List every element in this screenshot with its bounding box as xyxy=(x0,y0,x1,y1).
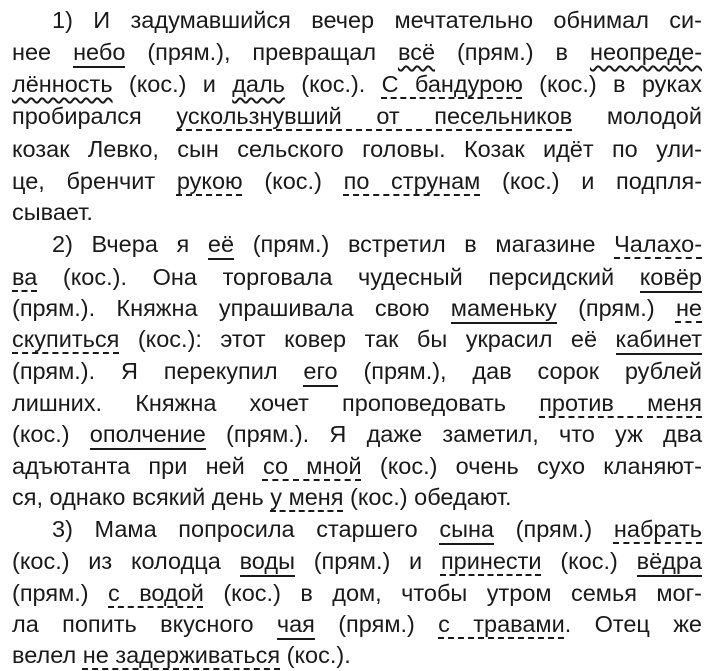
text-segment: (прям.) xyxy=(515,516,593,542)
underlined-word: ва xyxy=(12,264,38,290)
text-segment: (прям.) и xyxy=(313,548,423,574)
text-segment: 1) xyxy=(52,7,73,33)
text-segment: (кос.): этот ковер так бы украсил её xyxy=(137,326,598,352)
text-segment: И задумавшийся вечер мечтательно обнимал си- xyxy=(93,7,703,33)
text-line xyxy=(12,418,702,450)
text-segment: адъютанта при ней xyxy=(12,453,245,479)
text-segment: (прям.) xyxy=(578,295,655,321)
underlined-word: С бандурою xyxy=(381,71,523,97)
underlined-word: небо xyxy=(73,39,125,68)
text-segment: (прям.), превращал xyxy=(147,39,377,65)
text-segment: (прям.). Я перекупил xyxy=(12,358,278,384)
text-segment: сывает. xyxy=(12,199,93,225)
text-line xyxy=(12,165,702,197)
underlined-word: чая xyxy=(277,611,315,640)
underlined-word: маменьку xyxy=(451,295,557,324)
text-line xyxy=(12,36,702,68)
text-segment: (кос.) xyxy=(264,168,322,194)
text-segment: (прям.) в xyxy=(456,39,569,65)
text-line xyxy=(12,355,702,387)
underlined-word: неопреде- xyxy=(589,39,703,65)
underlined-word: всё xyxy=(397,39,436,65)
underlined-word: не xyxy=(675,295,703,321)
text-line xyxy=(12,639,702,671)
underlined-word: со мной xyxy=(262,453,362,479)
text-segment: 2) Вчера я xyxy=(52,231,190,257)
text-line xyxy=(52,228,702,260)
text-segment: (кос.) обедают. xyxy=(350,484,512,510)
text-segment: (кос.) из колодца xyxy=(12,548,221,574)
text-segment: (прям.) xyxy=(12,580,89,606)
text-line xyxy=(12,133,702,165)
text-segment: нее xyxy=(12,39,52,65)
text-segment: молодой xyxy=(606,103,702,129)
underlined-word: не задерживаться xyxy=(82,642,281,668)
text-segment: (кос.) и подпля- xyxy=(502,168,703,194)
underlined-word: с травами xyxy=(438,611,565,637)
underlined-word: ковёр xyxy=(640,264,702,293)
text-segment: (прям.). Я даже заметил, что уж два xyxy=(226,421,703,447)
underlined-word: против меня xyxy=(539,390,702,416)
underlined-word: принести xyxy=(440,548,542,574)
text-segment: велел xyxy=(12,642,77,668)
underlined-word: с водой xyxy=(108,580,204,606)
text-segment: ся, однако всякий день xyxy=(12,484,264,510)
underlined-word: лённость xyxy=(12,71,113,97)
text-line xyxy=(12,196,702,228)
underlined-word: ополчение xyxy=(90,421,206,450)
text-segment: . Отец же xyxy=(564,611,702,637)
text-line xyxy=(12,261,702,293)
text-line xyxy=(12,100,702,132)
text-segment: лишних. Княжна хочет проповедовать xyxy=(12,390,507,416)
text-line xyxy=(12,68,702,100)
text-segment: (кос.) в дом, чтобы утром семья мог- xyxy=(223,580,702,606)
underlined-word: Чалахо- xyxy=(614,231,703,257)
text-line xyxy=(12,481,702,513)
text-segment: це, бренчит xyxy=(12,168,156,194)
underlined-word: её xyxy=(208,231,234,260)
underlined-word: набрать xyxy=(613,516,703,542)
underlined-word: его xyxy=(303,358,337,387)
text-segment: (прям.) встретил в магазине xyxy=(252,231,596,257)
text-line xyxy=(12,450,702,482)
underlined-word: ускользнувший от песельников xyxy=(176,103,573,129)
underlined-word: вёдра xyxy=(637,548,702,577)
text-segment: 3) Мама попросила старшего xyxy=(52,516,418,542)
text-segment: (кос.) и xyxy=(128,71,216,97)
text-segment: (кос.). Она торговала чудесный персидский xyxy=(62,264,615,290)
text-line xyxy=(12,387,702,419)
text-segment: (прям.). Княжна упрашивала свою xyxy=(12,295,430,321)
text-segment: (кос.) очень сухо кланяют- xyxy=(379,453,702,479)
text-line xyxy=(12,608,702,640)
text-segment: (прям.), дав сорок рублей xyxy=(363,358,702,384)
underlined-word: у меня xyxy=(270,484,344,510)
text-segment: (кос.) в руках xyxy=(539,71,702,97)
underlined-word: даль xyxy=(232,71,285,97)
text-line xyxy=(52,4,702,36)
underlined-word: воды xyxy=(240,548,295,577)
underlined-word: скупиться xyxy=(12,326,120,352)
text-line xyxy=(12,577,702,609)
text-segment: (кос.). xyxy=(301,71,366,97)
underlined-word: рукою xyxy=(176,168,243,194)
text-line xyxy=(12,323,702,355)
text-segment: (кос.) xyxy=(560,548,618,574)
text-segment: (кос.) xyxy=(12,421,70,447)
text-segment: (кос.). xyxy=(286,642,351,668)
text-segment: (прям.) xyxy=(338,611,415,637)
text-segment: козак Левко, сын сельского головы. Козак идёт по ули- xyxy=(12,136,702,162)
text-line xyxy=(12,545,702,577)
underlined-word: кабинет xyxy=(616,326,702,355)
underlined-word: по струнам xyxy=(343,168,481,194)
text-line xyxy=(12,292,702,324)
underlined-word: сына xyxy=(439,516,494,545)
text-line xyxy=(52,513,702,545)
text-segment: пробирался xyxy=(12,103,142,129)
text-segment: ла попить вкусного xyxy=(12,611,254,637)
